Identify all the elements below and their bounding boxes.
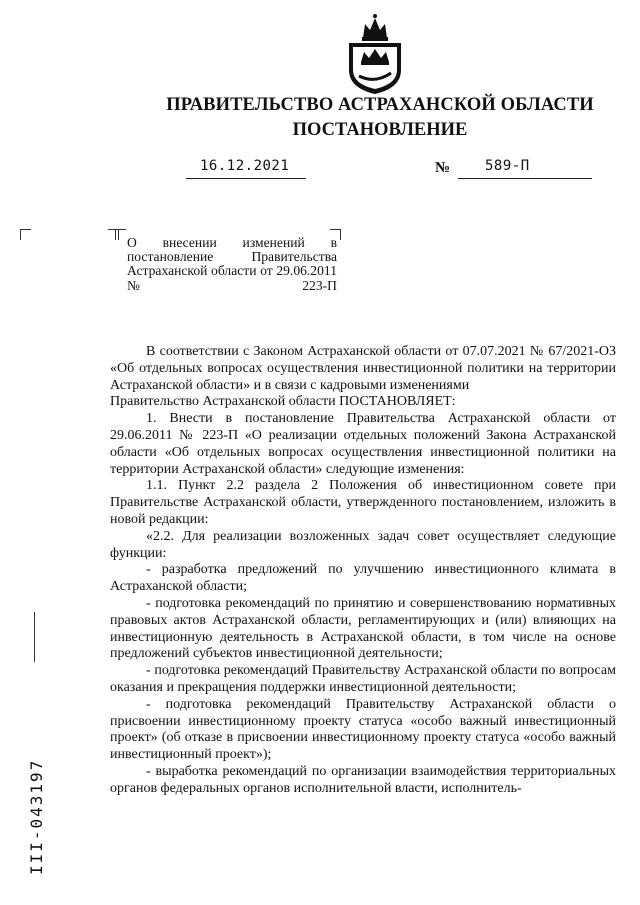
item-1: 1. Внести в постановление Правительства Астраханской области от 29.06.2011 № 223-П «О реализации отдельных положений Закона Астраханской области «Об отдельных вопросах осуществления инвестиционной политики на территории Астраханской области» следующие изменения: <box>110 411 616 477</box>
svg-text:III-043197: III-043197 <box>27 758 46 875</box>
number-sign: № <box>435 160 451 176</box>
government-title: ПРАВИТЕЛЬСТВО АСТРАХАНСКОЙ ОБЛАСТИ <box>166 95 594 115</box>
document-subject: О внесении изменений в постановление Правительства Астраханской области от 29.06.2011 № 223-П <box>127 235 337 293</box>
function-item: - подготовка рекомендаций по принятию и совершенствованию нормативных правовых актов Астраханской области, регламентирующих и (или) влияющих на инвестиционную деятельность в Астраханской области, в том числе на основе предложений субъектов инвестиционной деятельности; <box>110 595 616 662</box>
preamble: В соответствии с Законом Астраханской области от 07.07.2021 № 67/2021-ОЗ «Об отдельных вопросах осуществления инвестиционной политики на территории Астраханской области» и в связи с кадровыми изменениями <box>110 344 616 393</box>
side-serial-number <box>22 730 50 875</box>
document-type: ПОСТАНОВЛЕНИЕ <box>292 120 468 140</box>
margin-line <box>34 612 35 662</box>
number-underline <box>458 178 592 179</box>
function-item: - разработка предложений по улучшению инвестиционного климата в Астраханской области; <box>110 562 616 595</box>
document-number: 589-П <box>485 158 530 174</box>
date-underline <box>186 178 306 179</box>
resolves-line: Правительство Астраханской области ПОСТАНОВЛЯЕТ: <box>110 394 456 410</box>
document-body <box>110 344 616 798</box>
corner-mark <box>115 229 126 240</box>
item-1-1: 1.1. Пункт 2.2 раздела 2 Положения об инвестиционном совете при Правительстве Астраханской области, утвержденного постановлением, изложить в новой редакции: <box>110 478 616 527</box>
corner-mark <box>20 229 31 240</box>
function-item: - подготовка рекомендаций Правительству Астраханской области о присвоении инвестиционному проекту статуса «особо важный инвестиционный проект» (об отказе в присвоении инвестиционному проекту статуса «особо важный инвестиционный проект»); <box>110 696 616 763</box>
function-item: - подготовка рекомендаций Правительству Астраханской области по вопросам оказания и прекращения поддержки инвестиционной деятельности; <box>110 663 616 695</box>
coat-of-arms-icon <box>343 10 407 94</box>
quote-intro: «2.2. Для реализации возложенных задач совет осуществляет следующие функции: <box>110 528 616 561</box>
function-item: - выработка рекомендаций по организации взаимодействия территориальных органов федеральных органов исполнительной власти, исполнитель- <box>110 763 616 796</box>
document-date: 16.12.2021 <box>200 158 290 174</box>
